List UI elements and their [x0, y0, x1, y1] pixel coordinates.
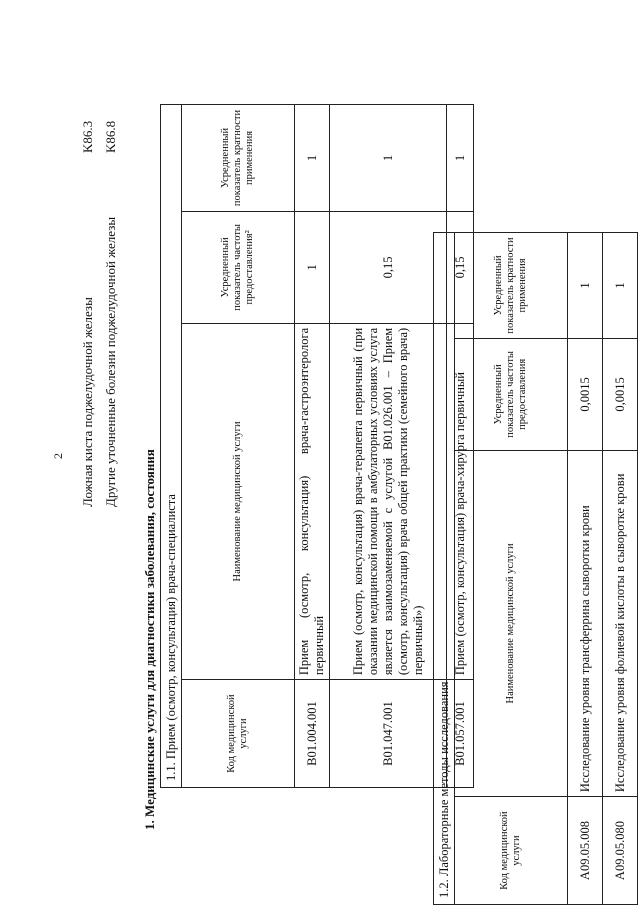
table-row: [330, 105, 447, 788]
service-name: Исследование уровня трансферрина сыворотки крови: [568, 450, 603, 796]
diagnosis-code: K86.3: [80, 120, 95, 153]
col-header-frequency: Усредненный показатель частоты предоставления: [455, 338, 568, 450]
service-name: Прием (осмотр, консультация) врача-терапевта первичный (при оказании медицинской помощи в амбулаторных условиях услуга является взаимозаменяемой с услугой B01.026.001 – Прием (осмотр, консультация) врача общей практики (семейного врача) первичный»): [330, 323, 447, 679]
service-code: B01.047.001: [330, 680, 447, 788]
frequency-value: 0,15: [330, 211, 447, 323]
col-header-name: Наименование медицинской услуги: [182, 323, 295, 679]
diagnosis-code: K86.8: [103, 120, 118, 153]
service-code: B01.057.001: [447, 680, 474, 788]
diagnosis-name: Другие уточненные болезни поджелудочной железы: [103, 216, 118, 507]
service-code: B01.004.001: [295, 680, 330, 788]
service-name: Исследование уровня фолиевой кислоты в сыворотке крови: [603, 450, 638, 796]
col-header-multiplicity: Усредненный показатель кратности применения: [455, 233, 568, 339]
multiplicity-value: 1: [603, 233, 638, 339]
multiplicity-value: 1: [568, 233, 603, 339]
service-name: Прием (осмотр, консультация) врача-хирурга первичный: [447, 323, 474, 679]
frequency-value: 0,15: [447, 211, 474, 323]
table-row: [568, 233, 603, 905]
diagnosis-name: Ложная киста поджелудочной железы: [80, 297, 95, 507]
col-header-name: Наименование медицинской услуги: [455, 450, 568, 796]
section-title: 1. Медицинские услуги для диагностики заболевания, состояния: [142, 449, 157, 830]
service-code: A09.05.080: [603, 797, 638, 905]
service-code: A09.05.008: [568, 797, 603, 905]
frequency-value: 1: [295, 211, 330, 323]
page-number: 2: [51, 453, 65, 459]
frequency-value: 0,0015: [568, 338, 603, 450]
col-header-code: Код медицинской услуги: [455, 797, 568, 905]
col-header-frequency: Усредненный показатель частоты предоставления²: [182, 211, 295, 323]
multiplicity-value: 1: [295, 105, 330, 212]
table-row: [603, 233, 638, 905]
col-header-multiplicity: Усредненный показатель кратности применения: [182, 105, 295, 212]
col-header-code: Код медицинской услуги: [182, 680, 295, 788]
table-row: [295, 105, 330, 788]
consultations-table: [160, 104, 474, 788]
table-caption: 1.2. Лабораторные методы исследования: [434, 233, 455, 905]
table-caption: 1.1. Прием (осмотр, консультация) врача-специалиста: [161, 105, 182, 788]
lab-tests-table: [433, 232, 638, 905]
service-name: Прием (осмотр, консультация) врача-гастроэнтеролога первичный: [295, 323, 330, 679]
frequency-value: 0,0015: [603, 338, 638, 450]
multiplicity-value: 1: [447, 105, 474, 212]
multiplicity-value: 1: [330, 105, 447, 212]
